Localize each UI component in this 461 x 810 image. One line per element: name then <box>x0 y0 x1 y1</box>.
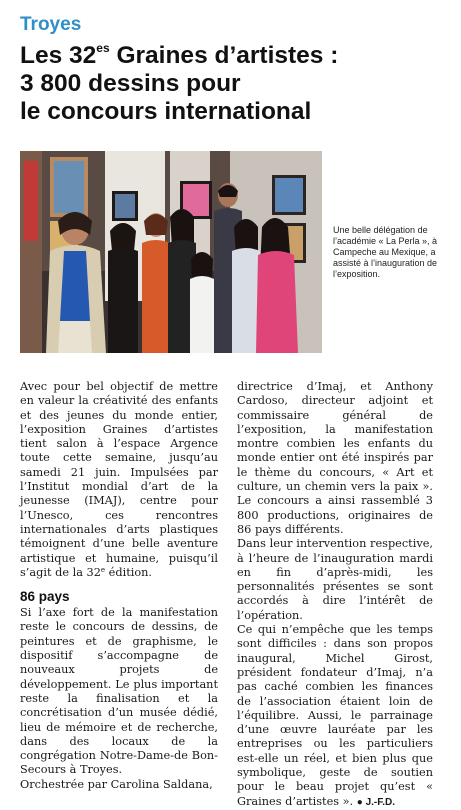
article-column-left <box>20 380 218 792</box>
headline-line-1-pre: Les 32 <box>20 42 97 69</box>
paragraph-2: Si l’axe fort de la manifestation reste le concours de dessins, de peintures et de graphisme, le dispositif s’accompagne de nouveaux projets de développement. Le plus important reste la finalisation et la concrétisation d’un musée dédié, lieu de mémoire et de recherche, dans des locaux de la congrégation Notre-Dame-de Bon-Secours à Troyes. <box>20 606 218 777</box>
paragraph-3: Orchestrée par Carolina Saldana, <box>20 777 213 791</box>
headline-line-1 <box>20 42 440 70</box>
subheading: 86 pays <box>20 589 70 605</box>
paragraph-6-text: Ce qui n’empêche que les temps sont difficiles : dans son propos inaugural, Michel Girost, président fondateur d’Imaj, n’a pas caché combien les finances de l’association étaient loin de l’équilibre. Aussi, le parrainage d’une œuvre lauréate par les entreprises ou les particuliers est-elle un réel, et bien plus que symbolique, geste de soutien pour le beau projet qu’est « Graines d’artistes ». <box>237 623 433 808</box>
ordinal-suffix: e <box>100 565 106 574</box>
paragraph-intro <box>20 380 218 580</box>
headline-line-2: 3 800 dessins pour <box>20 70 241 97</box>
paragraph-4: directrice d’Imaj, et Anthony Cardoso, directeur adjoint et commissaire général de l’exposition, la manifestation montre combien les enfants du monde entier ont été inspirés par le thème du concours, « Art et culture, un chemin vers la paix ». Le concours a ainsi rassemblé 3 800 productions, originaires de 86 pays différents. <box>237 380 433 536</box>
headline-line-1-post: Graines d’artistes : <box>109 42 339 69</box>
headline-line-3: le concours international <box>20 98 312 125</box>
article-photo <box>20 151 322 353</box>
photo-caption: Une belle délégation de l’académie « La Perla », à Campeche au Mexique, a assisté à l’inauguration de l’exposition. <box>333 225 438 279</box>
article-column-right <box>237 380 433 810</box>
paragraph-5: Dans leur intervention respective, à l’heure de l’inauguration mardi en fin d’après-midi, les personnalités présentes se sont accordés à dire l’intérêt de l’opération. <box>237 537 433 622</box>
paragraph-6 <box>237 623 433 810</box>
paragraph-intro-text: Avec pour bel objectif de mettre en valeur la créativité des enfants et des jeunes du monde entier, l’exposition Graines d’artistes tient salon à l’espace Argence toute cette semaine, jusqu’au samedi 21 juin. Impulsées par l’Institut mondial d’art de la jeunesse (IMAJ), centre pour l’Unesco, ces rencontres internationales d’arts plastiques témoignent d’une belle aventure artistique et humaine, puisqu’il s’agit de la 32 <box>20 380 218 579</box>
section-kicker: Troyes <box>20 14 82 35</box>
paragraph-intro-end: édition. <box>105 565 153 579</box>
headline <box>20 42 440 126</box>
headline-ordinal: es <box>96 41 110 55</box>
author-signature: ● J.-F.D. <box>356 796 396 808</box>
photo-illustration <box>20 151 322 353</box>
